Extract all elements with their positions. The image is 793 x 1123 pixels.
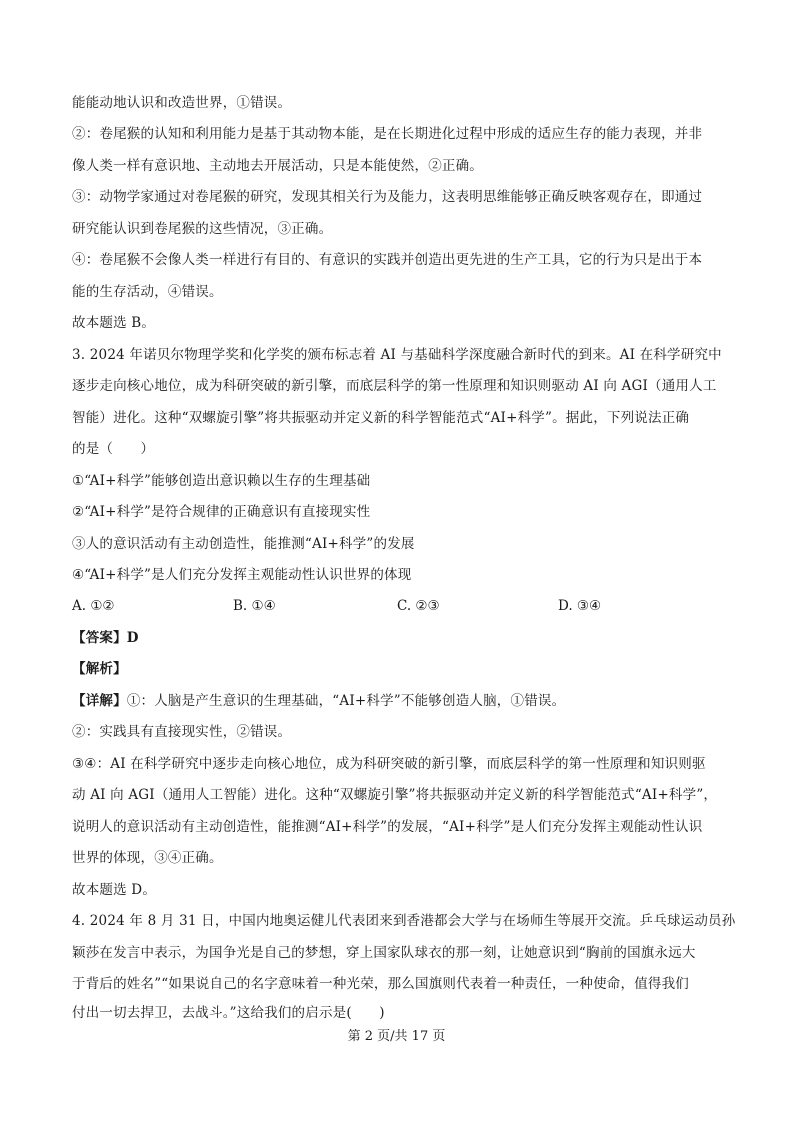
detail-tag: 【详解】 <box>72 693 127 709</box>
paragraph-line: ②：卷尾猴的认知和利用能力是基于其动物本能，是在长期进化过程中形成的适应生存的能力表现，并非 <box>72 126 703 142</box>
detail-text: ①：人脑是产生意识的生理基础，“AI+科学”不能够创造人脑，①错误。 <box>126 693 566 709</box>
question-3-stem-line: 逐步走向核心地位，成为科研突破的新引擎，而底层科学的第一性原理和知识则驱动 AI 向 AGI（通用人工 <box>72 378 717 394</box>
paragraph-line: 能能动地认识和改造世界，①错误。 <box>72 95 292 111</box>
question-4-stem-line: 颖莎在发言中表示，为国争光是自己的梦想，穿上国家队球衣的那一刻，让她意识到“胸前的国旗永远大 <box>72 945 696 961</box>
detail-line: 故本题选 D。 <box>72 882 157 898</box>
question-4-stem-line: 4. 2024 年 8 月 31 日，中国内地奥运健儿代表团来到香港都会大学与在场师生等展开交流。乒乓球运动员孙 <box>72 913 736 929</box>
option-c: C. ②③ <box>397 598 440 614</box>
statement-1: ①“AI+科学”能够创造出意识赖以生存的生理基础 <box>72 473 371 489</box>
detail-line: 说明人的意识活动有主动创造性，能推测“AI+科学”的发展，“AI+科学”是人们充分发挥主观能动性认识 <box>72 819 703 835</box>
statement-3: ③人的意识活动有主动创造性，能推测“AI+科学”的发展 <box>72 536 415 552</box>
answer-label: 【答案】D <box>72 630 139 646</box>
option-b: B. ①④ <box>233 598 276 614</box>
question-4-stem-line: 于背后的姓名”“如果说自己的名字意味着一种光荣，那么国旗则代表着一种责任，一种使命，值得我们 <box>72 976 690 992</box>
statement-2: ②“AI+科学”是符合规律的正确意识有直接现实性 <box>72 504 371 520</box>
detail-line: ③④：AI 在科学研究中逐步走向核心地位，成为科研突破的新引擎，而底层科学的第一性原理和知识则驱 <box>72 756 706 772</box>
paragraph-line: 能的生存活动，④错误。 <box>72 284 223 300</box>
option-a: A. ①② <box>72 598 115 614</box>
detail-line <box>72 692 565 710</box>
paragraph-line: 研究能认识到卷尾猴的这些情况，③正确。 <box>72 221 333 237</box>
option-d: D. ③④ <box>558 598 602 614</box>
question-3-stem-line: 的是（ ） <box>72 441 155 457</box>
paragraph-line: 故本题选 B。 <box>72 315 156 331</box>
statement-4: ④“AI+科学”是人们充分发挥主观能动性认识世界的体现 <box>72 567 412 583</box>
detail-line: 世界的体现，③④正确。 <box>72 850 223 866</box>
paragraph-line: ③：动物学家通过对卷尾猴的研究，发现其相关行为及能力，这表明思维能够正确反映客观存在，即通过 <box>72 189 703 205</box>
analysis-label: 【解析】 <box>72 661 127 677</box>
paragraph-line: ④：卷尾猴不会像人类一样进行有目的、有意识的实践并创造出更先进的生产工具，它的行为只是出于本 <box>72 252 703 268</box>
question-4-stem-line: 付出一切去捍卫，去战斗。”这给我们的启示是( ) <box>72 1005 385 1021</box>
detail-line: ②：实践具有直接现实性，②错误。 <box>72 724 292 740</box>
question-3-stem-line: 智能）进化。这种“双螺旋引擎”将共振驱动并定义新的科学智能范式“AI+科学”。据此，下列说法正确 <box>72 410 690 426</box>
page-footer: 第 2 页/共 17 页 <box>347 1029 446 1044</box>
detail-line: 动 AI 向 AGI（通用人工智能）进化。这种“双螺旋引擎”将共振驱动并定义新的科学智能范式“AI+科学”， <box>72 787 718 803</box>
question-3-stem-line: 3. 2024 年诺贝尔物理学奖和化学奖的颁布标志着 AI 与基础科学深度融合新时代的到来。AI 在科学研究中 <box>72 347 722 363</box>
paragraph-line: 像人类一样有意识地、主动地去开展活动，只是本能使然，②正确。 <box>72 158 483 174</box>
